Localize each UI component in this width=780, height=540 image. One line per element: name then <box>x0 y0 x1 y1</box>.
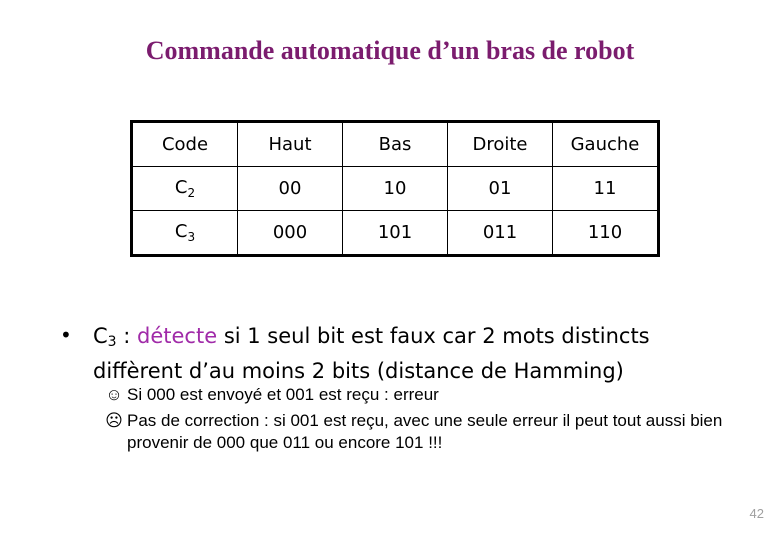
table-cell: 01 <box>448 167 553 211</box>
sub-item-text: Pas de correction : si 001 est reçu, avec une seule erreur il peut tout aussi bien provenir de 000 que 011 ou encore 101 !!! <box>127 411 723 452</box>
header-cell: Haut <box>238 122 343 167</box>
table-cell: 000 <box>238 211 343 256</box>
table-row <box>132 211 659 256</box>
table-cell: 101 <box>343 211 448 256</box>
header-cell: Bas <box>343 122 448 167</box>
code-subscript: 2 <box>187 186 196 200</box>
bullet-rest: si 1 seul bit est faux car 2 mots distincts diffèrent d’au moins 2 bits (distance de Hamming) <box>93 324 650 383</box>
table-cell: 11 <box>553 167 659 211</box>
table-cell: 110 <box>553 211 659 256</box>
table-header-row <box>132 122 659 167</box>
bullet-colon: : <box>116 324 138 348</box>
bullet-highlight: détecte <box>137 324 218 348</box>
table-cell: 10 <box>343 167 448 211</box>
bullet-prefix: C <box>93 324 108 348</box>
sub-item-failure <box>105 410 745 454</box>
code-letter: C <box>174 177 188 198</box>
code-table <box>130 120 660 257</box>
code-cell <box>132 211 238 256</box>
smiley-icon: ☺ <box>105 385 123 404</box>
bullet-text <box>93 322 740 386</box>
main-bullet <box>60 322 740 386</box>
header-cell: Droite <box>448 122 553 167</box>
bullet-dot-icon: • <box>60 323 72 347</box>
code-subscript: 3 <box>187 230 196 244</box>
slide-title: Commande automatique d’un bras de robot <box>145 36 635 65</box>
header-cell: Code <box>132 122 238 167</box>
table-cell: 00 <box>238 167 343 211</box>
table-row <box>132 167 659 211</box>
sub-item-text: Si 000 est envoyé et 001 est reçu : erreur <box>127 385 439 404</box>
page-number: 42 <box>749 506 764 521</box>
table-cell: 011 <box>448 211 553 256</box>
bullet-prefix-subscript: 3 <box>107 334 117 350</box>
code-letter: C <box>174 221 188 242</box>
frown-icon: ☹ <box>105 411 123 430</box>
header-cell: Gauche <box>553 122 659 167</box>
sub-item-success <box>105 384 745 406</box>
code-cell <box>132 167 238 211</box>
